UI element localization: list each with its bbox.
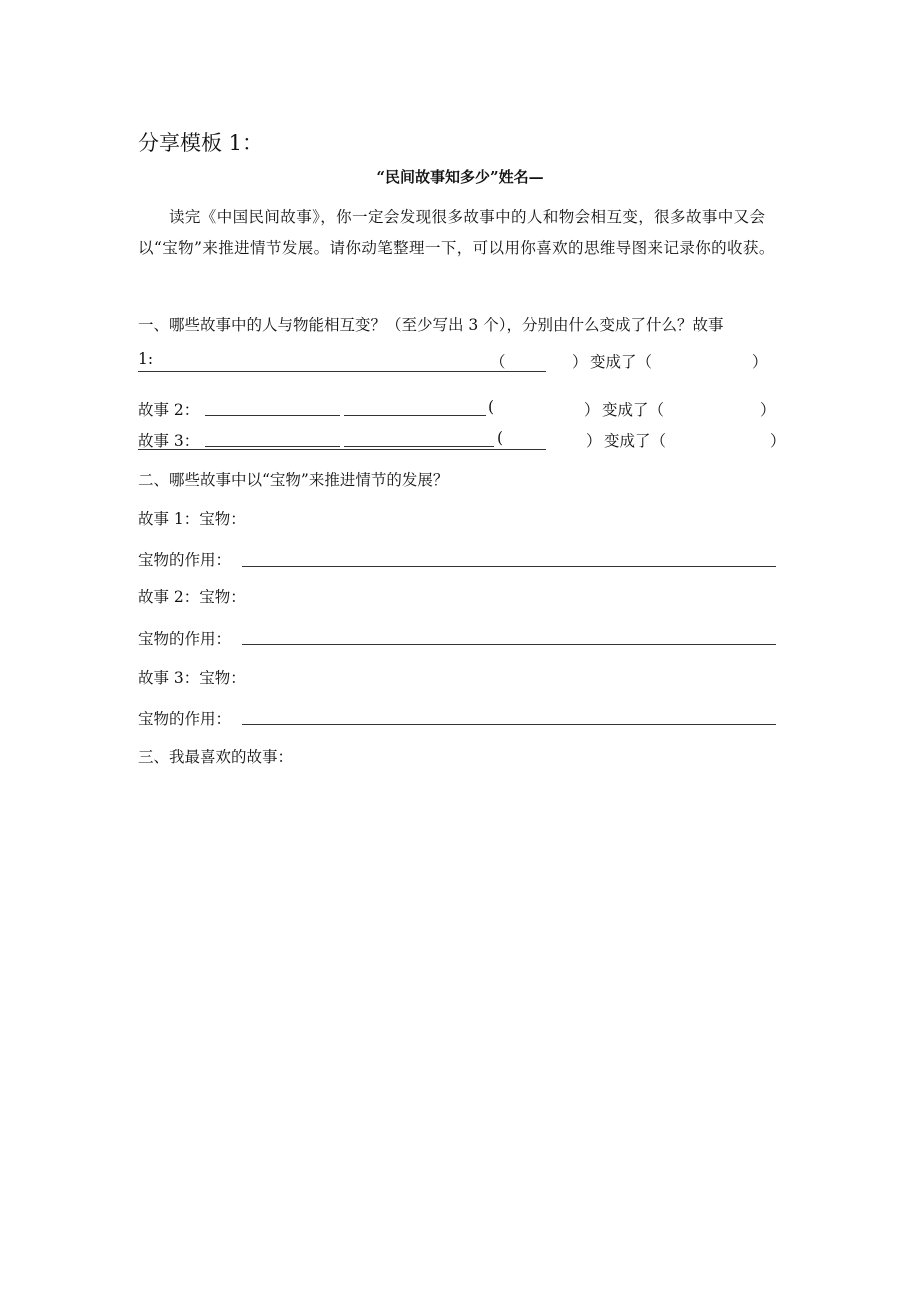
- story3-became-label: 变成了（: [604, 432, 667, 450]
- effect2-label: 宝物的作用：: [138, 630, 232, 648]
- section1-question: 一、哪些故事中的人与物能相互变？（至少写出 3 个），分别由什么变成了什么？故事: [138, 316, 724, 334]
- story1-answer-line[interactable]: [138, 371, 546, 372]
- treasure1-label: 故事 1：宝物：: [138, 510, 246, 528]
- story3-answer-line-b[interactable]: [344, 446, 494, 447]
- story2-end-paren: ）: [760, 401, 776, 419]
- story2-label: 故事 2：: [138, 401, 200, 419]
- story3-end-paren: ）: [770, 432, 786, 450]
- story3-label: 故事 3：: [138, 432, 200, 450]
- story2-close-paren: ）: [584, 401, 600, 419]
- document-title: “民间故事知多少”姓名—: [376, 168, 544, 186]
- story1-label: 1:: [138, 350, 154, 368]
- story3-open-paren: (: [497, 429, 504, 447]
- intro-paragraph: 读完《中国民间故事》，你一定会发现很多故事中的人和物会相互变，很多故事中又会以“宝物”来推进情节发展。请你动笔整理一下，可以用你喜欢的思维导图来记录你的收获。: [138, 208, 775, 257]
- story3-answer-line[interactable]: [138, 449, 546, 450]
- section3-question: 三、我最喜欢的故事：: [138, 748, 294, 766]
- treasure3-label: 故事 3：宝物：: [138, 669, 246, 687]
- story3-answer-line-a[interactable]: [205, 446, 340, 447]
- effect3-label: 宝物的作用：: [138, 710, 232, 728]
- story1-became-label: 变成了（: [590, 353, 653, 371]
- section2-question: 二、哪些故事中以“宝物”来推进情节的发展？: [138, 471, 449, 489]
- story1-close-paren: ）: [572, 353, 588, 371]
- story2-answer-line-b[interactable]: [344, 415, 486, 416]
- story2-became-label: 变成了（: [602, 401, 665, 419]
- story2-open-paren: (: [488, 398, 495, 416]
- story1-open-paren: （: [490, 353, 506, 371]
- effect3-answer-line[interactable]: [242, 724, 776, 725]
- treasure2-label: 故事 2：宝物：: [138, 588, 246, 606]
- story3-close-paren: ）: [586, 432, 602, 450]
- effect2-answer-line[interactable]: [242, 644, 776, 645]
- template-heading: 分享模板 1：: [138, 131, 264, 155]
- story2-answer-line-a[interactable]: [205, 415, 340, 416]
- effect1-answer-line[interactable]: [242, 566, 776, 567]
- story1-end-paren: ）: [752, 353, 768, 371]
- effect1-label: 宝物的作用：: [138, 551, 232, 569]
